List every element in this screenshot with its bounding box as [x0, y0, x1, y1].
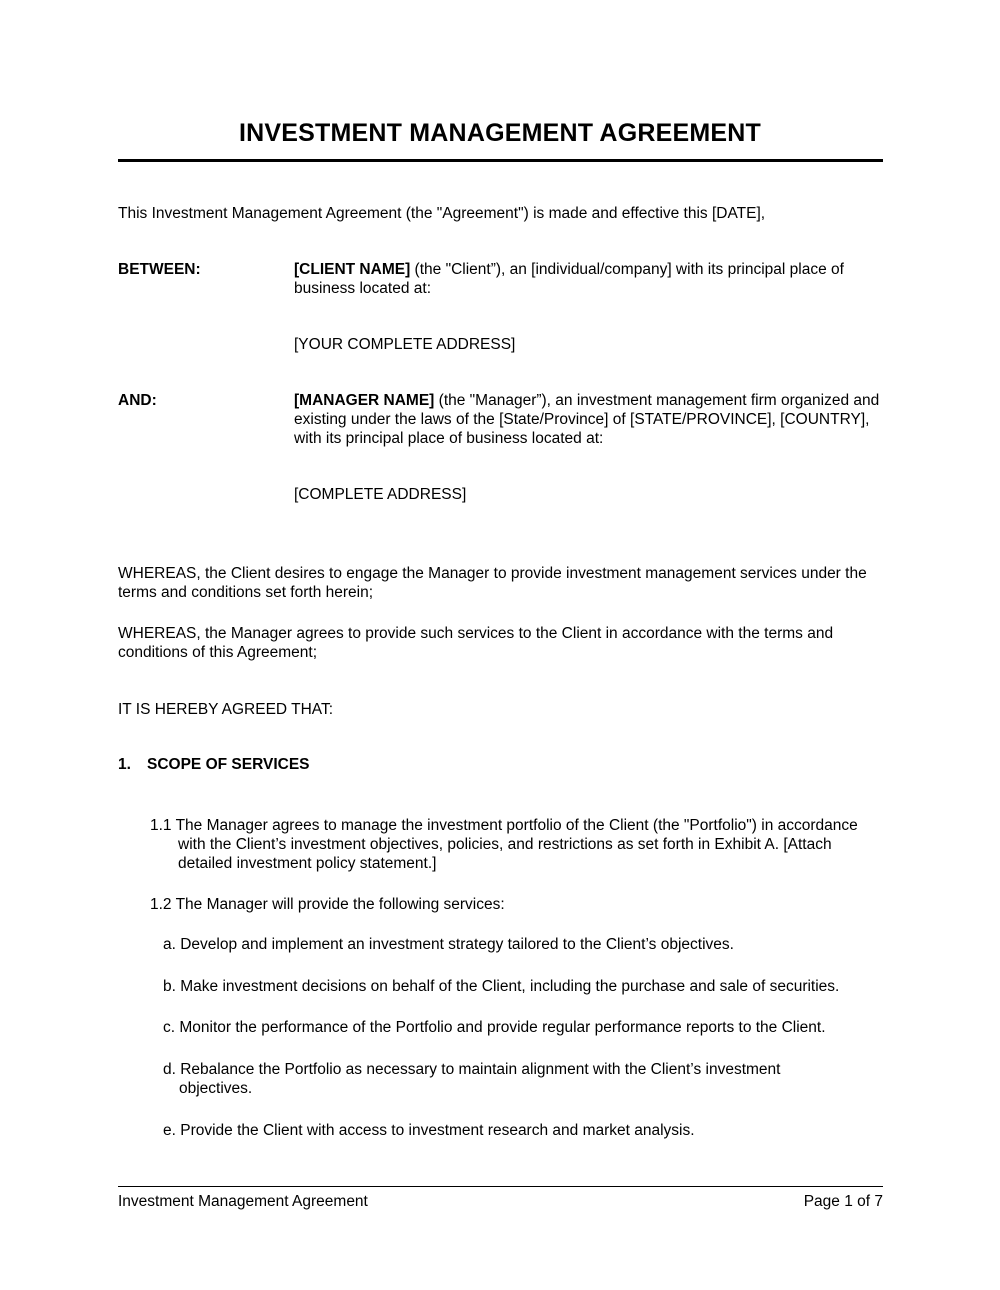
party-client-description	[294, 260, 886, 298]
intro-paragraph: This Investment Management Agreement (the "Agreement") is made and effective this [DATE],	[118, 205, 766, 222]
clause-1-2: 1.2 The Manager will provide the following services:	[150, 896, 505, 913]
footer-page-number: Page 1 of 7	[803, 1193, 883, 1210]
document-title: INVESTMENT MANAGEMENT AGREEMENT	[239, 119, 761, 147]
party-label-and: AND:	[118, 392, 157, 409]
footer-divider	[118, 1186, 883, 1187]
list-item-e: e. Provide the Client with access to investment research and market analysis.	[163, 1122, 695, 1139]
manager-address: [COMPLETE ADDRESS]	[294, 486, 467, 503]
section-1-heading	[118, 755, 310, 774]
list-item-b: b. Make investment decisions on behalf of the Client, including the purchase and sale of securities.	[163, 978, 840, 995]
manager-description-text: (the "Manager”), an investment management firm organized and existing under the laws of the [State/Province] of [STATE/PROVINCE], [COUNTRY], with its principal place of business located at:	[294, 392, 880, 447]
list-item-a: a. Develop and implement an investment strategy tailored to the Client’s objectives.	[163, 936, 734, 953]
client-address: [YOUR COMPLETE ADDRESS]	[294, 336, 516, 353]
party-manager-description	[294, 391, 886, 448]
client-name: [CLIENT NAME]	[294, 261, 411, 278]
section-1-title: SCOPE OF SERVICES	[147, 756, 310, 773]
footer-document-name: Investment Management Agreement	[118, 1193, 368, 1210]
section-1-number: 1.	[118, 756, 131, 773]
whereas-paragraph-2: WHEREAS, the Manager agrees to provide such services to the Client in accordance with the terms and conditions of this Agreement;	[118, 625, 834, 661]
agreed-statement: IT IS HEREBY AGREED THAT:	[118, 701, 334, 718]
list-item-c: c. Monitor the performance of the Portfolio and provide regular performance reports to the Client.	[163, 1019, 826, 1036]
party-label-between: BETWEEN:	[118, 261, 201, 278]
list-item-d: d. Rebalance the Portfolio as necessary to maintain alignment with the Client’s investment objectives.	[163, 1061, 781, 1097]
clause-1-1: 1.1 The Manager agrees to manage the investment portfolio of the Client (the "Portfolio") in accordance with the Client’s investment objectives, policies, and restrictions as set forth in Exhibit A. [Attach detailed investment policy statement.]	[150, 817, 858, 872]
client-description-text: (the "Client”), an [individual/company] with its principal place of business located at:	[294, 261, 844, 297]
whereas-paragraph-1: WHEREAS, the Client desires to engage the Manager to provide investment management services under the terms and conditions set forth herein;	[118, 565, 867, 601]
title-divider	[118, 159, 883, 162]
manager-name: [MANAGER NAME]	[294, 392, 435, 409]
